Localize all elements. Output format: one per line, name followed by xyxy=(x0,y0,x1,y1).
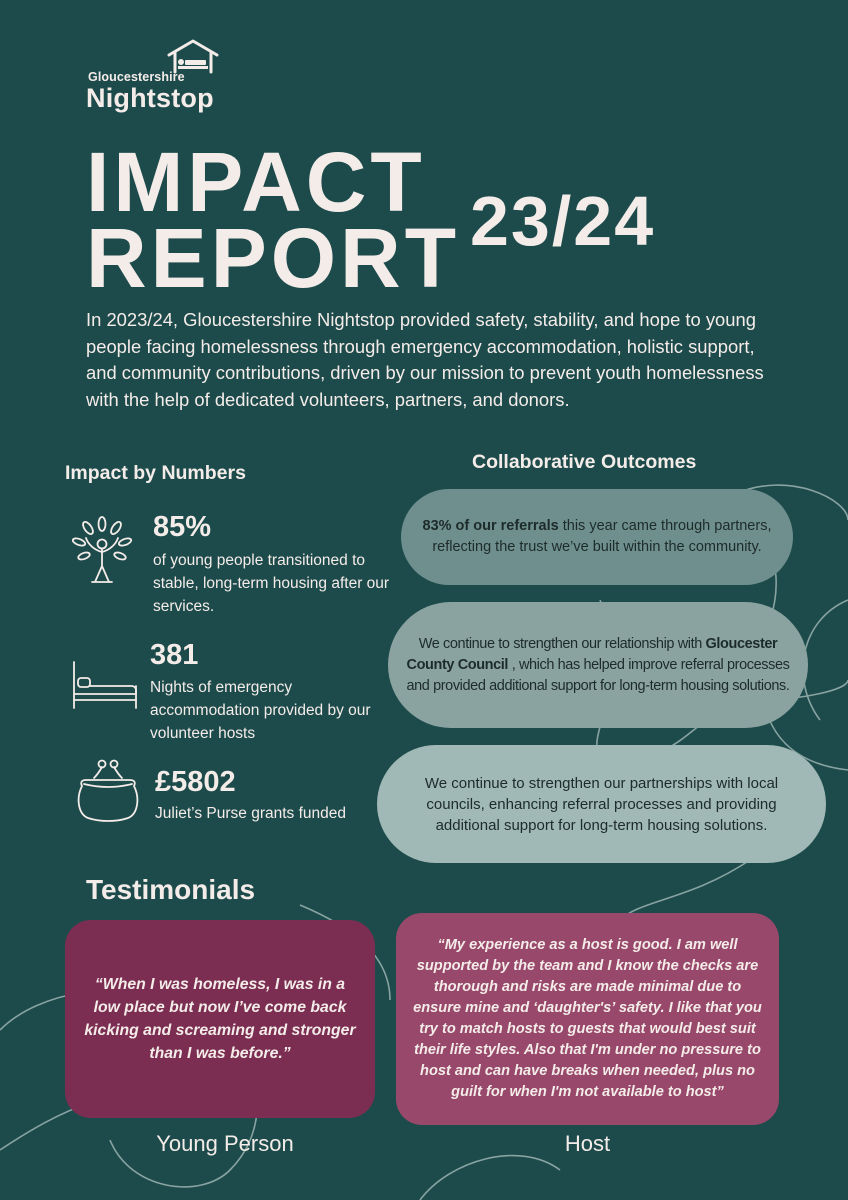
title-year: 23/24 xyxy=(470,182,656,260)
bed-icon xyxy=(70,660,140,710)
logo-name: Nightstop xyxy=(86,83,214,113)
impact-heading: Impact by Numbers xyxy=(65,462,246,484)
tree-person-icon xyxy=(70,514,134,586)
title-line-2: REPORT xyxy=(86,211,461,305)
testimonial-host-quote: “My experience as a host is good. I am well supported by the team and I know the checks are thorough and risks are made minimal due to ensure mine and ‘daughter's’ safety. I like that you try to match hosts to guests that would best suit their life styles. Also that I'm under no pressure to host and can have breaks when needed, plus no guilt for when I'm not available to host” xyxy=(413,937,762,1100)
intro-paragraph: In 2023/24, Gloucestershire Nightstop provided safety, stability, and hope to young people facing homelessness through emergency accommodation, holistic support, and community contributions, driven by our mission to prevent youth homelessness with the help of dedicated volunteers, partners, and donors. xyxy=(86,309,764,410)
testimonial-host xyxy=(396,913,779,1125)
outcome-referrals-text: this year came through partners, reflecting the trust we’ve built within the community. xyxy=(432,518,772,555)
purse-icon xyxy=(74,758,142,824)
stat-desc-nights: Nights of emergency accommodation provided by our volunteer hosts xyxy=(150,679,371,742)
stat-value-housing: 85% xyxy=(153,511,212,543)
testimonials-heading: Testimonials xyxy=(86,874,256,905)
outcome-referrals-bold: 83% of our referrals xyxy=(422,518,559,534)
logo-org: Gloucestershire xyxy=(88,70,185,84)
testimonial-host-author: Host xyxy=(564,1131,611,1156)
outcome-council-pre: We continue to strengthen our relationship with xyxy=(418,635,706,652)
outcome-council-bold: Gloucester County Council xyxy=(406,635,778,673)
outcome-local-text: We continue to strengthen our partnerships with local councils, enhancing referral processes and providing additional support for long-term housing solutions. xyxy=(424,774,779,834)
stat-value-nights: 381 xyxy=(150,639,199,671)
title-line-1: IMPACT xyxy=(86,135,426,229)
stat-value-grants: £5802 xyxy=(155,766,236,798)
outcome-local-councils xyxy=(377,745,826,863)
house-bed-icon xyxy=(166,38,220,74)
testimonial-young-person xyxy=(65,920,375,1118)
testimonial-young-author: Young Person xyxy=(156,1131,294,1156)
stat-desc-housing: of young people transitioned to stable, long-term housing after our services. xyxy=(153,552,390,615)
outcome-county-council xyxy=(388,602,808,728)
collaborative-heading: Collaborative Outcomes xyxy=(472,451,697,473)
logo xyxy=(86,36,246,116)
outcome-council-text: , which has helped improve referral processes and provided additional support for long-term housing solutions. xyxy=(406,656,790,694)
outcome-referrals xyxy=(401,489,793,585)
testimonial-young-quote: “When I was homeless, I was in a low place but now I’ve come back kicking and screaming and stronger than I was before.” xyxy=(84,976,356,1062)
stat-desc-grants: Juliet’s Purse grants funded xyxy=(155,805,346,822)
